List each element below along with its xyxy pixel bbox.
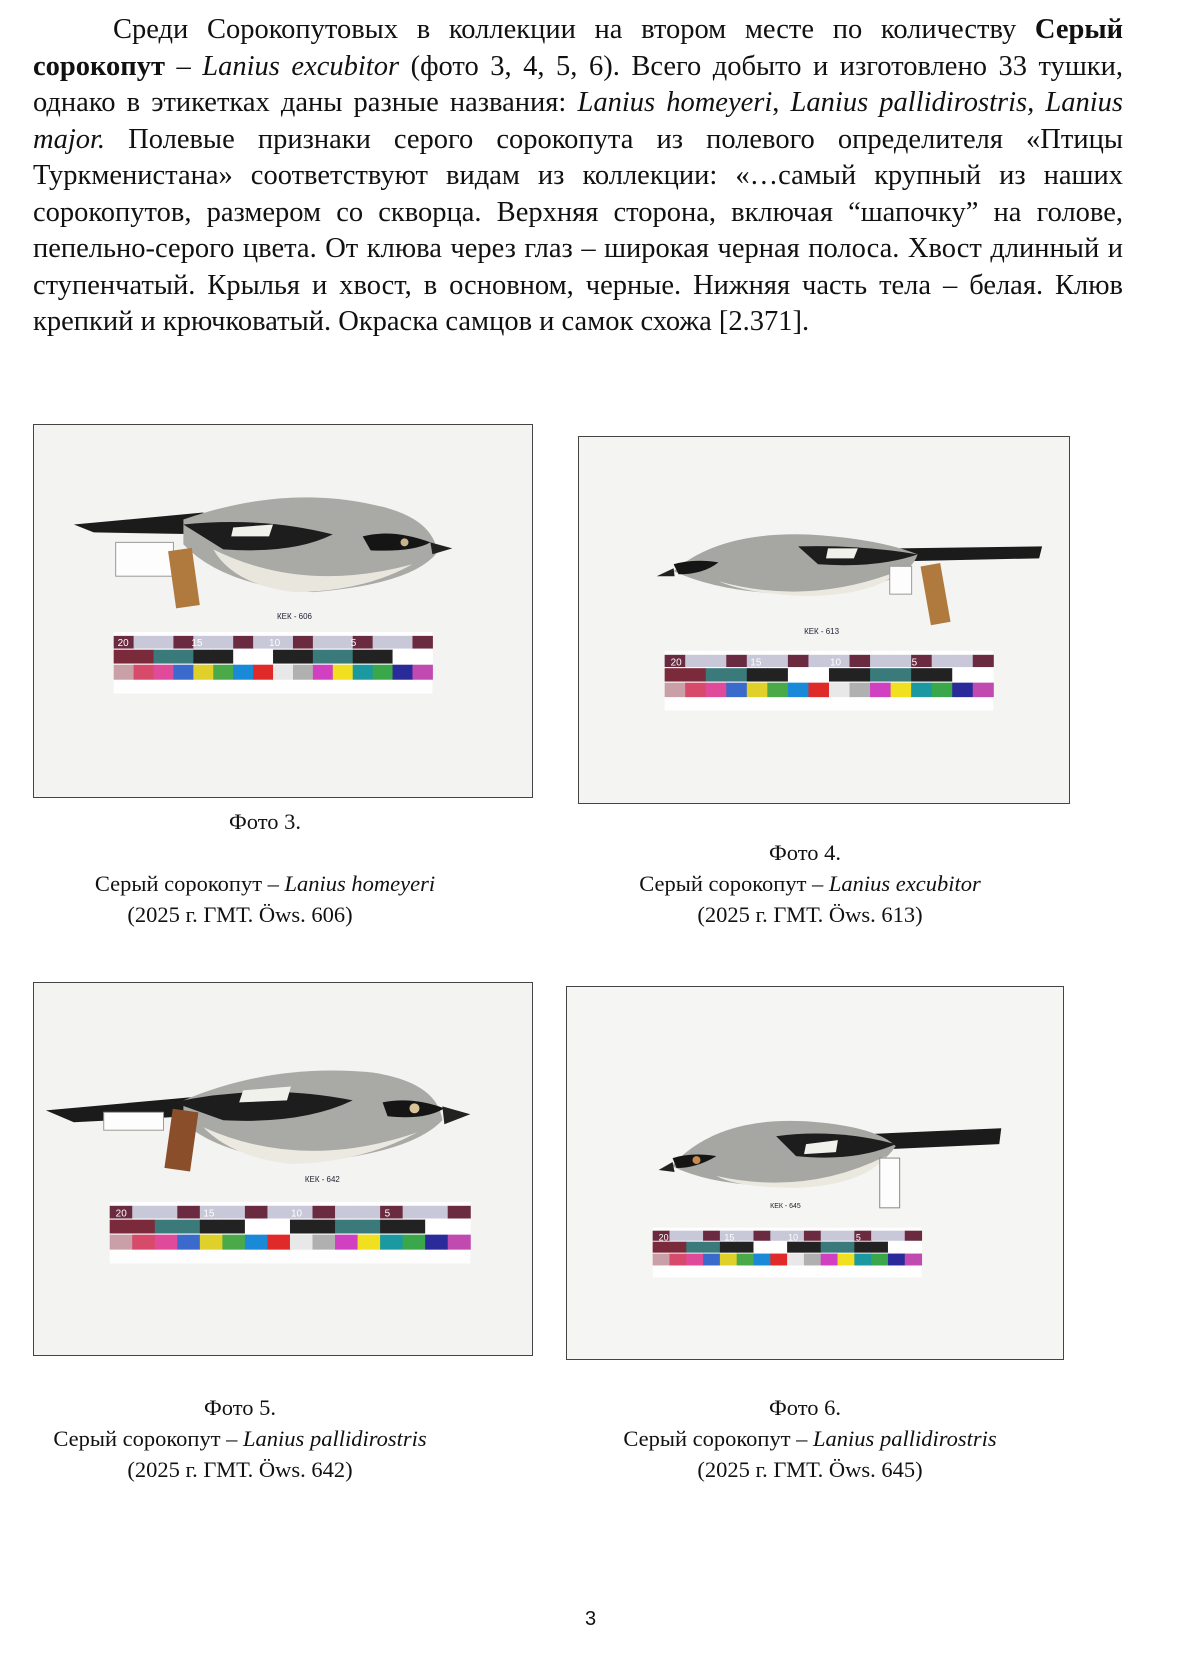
color-chart-swatch [403,1220,426,1234]
scale-number-10: 10 [269,637,281,649]
color-chart-swatch [132,1220,155,1234]
scale-number-15: 15 [191,637,203,649]
color-chart-swatch [905,1254,922,1266]
scale-ruler-segment [213,636,233,649]
color-chart-swatch [353,650,373,664]
color-chart-swatch [891,668,912,681]
caption-photo-6-species [590,1423,1030,1454]
color-chart-swatch [222,1220,245,1234]
scale-ruler-segment [706,655,727,667]
color-chart-swatch [952,683,973,697]
scale-ruler-segment [808,655,829,667]
color-chart-swatch [854,1254,871,1266]
color-chart-swatch [952,668,973,681]
color-chart-swatch [132,1235,155,1250]
scale-number-10: 10 [829,657,842,669]
scale-number-15: 15 [750,657,762,669]
scale-ruler-segment [233,636,253,649]
color-chart-swatch [804,1254,821,1266]
color-chart-swatch [373,650,393,664]
caption-photo-5-species [20,1423,460,1454]
color-chart-swatch [821,1242,838,1253]
paragraph-comma: , [772,87,791,118]
color-chart-swatch [808,683,829,697]
specimen-label: КЕК - 642 [304,1174,340,1184]
color-chart-swatch [200,1220,223,1234]
color-chart-swatch [973,683,994,697]
color-chart-swatch [293,650,313,664]
scale-number-10: 10 [290,1208,303,1220]
color-chart-swatch [155,1220,178,1234]
color-chart-swatch [686,1242,703,1253]
color-chart-swatch [726,668,747,681]
color-chart-swatch [703,1242,720,1253]
color-chart-swatch [222,1235,245,1250]
caption-prefix: Серый сорокопут – [623,1426,814,1451]
paragraph-text-3: Полевые признаки серого сорокопута из полевого определителя «Птицы Туркменистана» соответствуют видам из коллекции: «…самый крупный из наших сорокопутов, размером со скворца. Верхняя сторона, включая “шапочку” на голове, пепельно-серого цвета. От клюва через глаз – широкая черная полоса. Хвост длинный и ступенчатый. Крылья и хвост, в основном, черные. Нижняя часть тела – белая. Клюв крепкий и крючковатый. Окраска самцов и самок схожа [2.371]. [33,123,1123,337]
caption-photo-3-title: Фото 3. [228,809,301,834]
color-chart-swatch [245,1220,268,1234]
color-chart-swatch [177,1235,200,1250]
color-chart-swatch [838,1254,855,1266]
color-chart-swatch [932,683,953,697]
color-chart-swatch [177,1220,200,1234]
color-chart-swatch [173,665,193,680]
color-chart-swatch [448,1235,471,1250]
color-chart-swatch [412,650,432,664]
color-chart-swatch [685,683,706,697]
color-chart-swatch [213,650,233,664]
color-chart-swatch [313,665,333,680]
color-chart-swatch [313,650,333,664]
scale-number-20: 20 [117,637,129,649]
color-chart-swatch [425,1220,448,1234]
scale-ruler-segment [686,1231,703,1241]
color-chart-swatch [905,1242,922,1253]
scale-ruler-segment [313,636,333,649]
color-chart-swatch [891,683,912,697]
color-chart-swatch [911,683,932,697]
caption-prefix: Серый сорокопут – [94,871,285,896]
caption-photo-5-source: (2025 г. ГМТ. Öws. 642) [127,1457,353,1482]
scale-ruler-segment [245,1206,268,1219]
caption-species-latin: Lanius pallidirostris [813,1426,997,1451]
color-chart-swatch [200,1235,223,1250]
caption-species-latin: Lanius excubitor [828,871,981,896]
color-chart-swatch [871,1242,888,1253]
color-chart-swatch [788,683,809,697]
color-chart-swatch [245,1235,268,1250]
scale-number-5: 5 [911,657,918,669]
color-chart-swatch [686,1254,703,1266]
color-chart-swatch [134,650,154,664]
scale-ruler-segment [932,655,953,667]
latin-name-homeyeri: Lanius homeyeri [577,87,773,118]
color-chart-swatch [669,1242,686,1253]
scale-ruler-segment [425,1206,448,1219]
caption-photo-6-source: (2025 г. ГМТ. Öws. 645) [697,1457,923,1482]
photo-4 [578,436,1070,804]
color-chart-swatch [114,650,134,664]
species-name-bold: Серый сорокопут [33,14,1123,82]
scale-ruler-segment [154,636,174,649]
photo-6 [566,986,1064,1360]
scale-ruler-segment [393,636,413,649]
caption-photo-4-species [590,868,1030,899]
caption-photo-3-species [60,868,470,899]
color-chart-swatch [213,665,233,680]
scale-ruler-segment [155,1206,178,1219]
color-chart-swatch [747,668,768,681]
scale-ruler-segment [767,655,788,667]
color-chart-swatch [313,1235,336,1250]
color-chart-swatch [154,665,174,680]
color-chart-swatch [290,1220,313,1234]
color-chart-swatch [233,665,253,680]
color-chart-swatch [703,1254,720,1266]
color-chart-swatch [685,668,706,681]
color-chart-swatch [290,1235,313,1250]
color-chart-swatch [932,668,953,681]
color-chart-swatch [154,650,174,664]
color-chart-swatch [854,1242,871,1253]
scale-ruler-segment [973,655,994,667]
color-chart-swatch [393,665,413,680]
caption-photo-4-source: (2025 г. ГМТ. Öws. 613) [697,902,923,927]
color-chart-swatch [737,1254,754,1266]
color-chart-swatch [267,1220,290,1234]
color-chart-swatch [425,1235,448,1250]
scale-ruler-segment [293,636,313,649]
color-chart-swatch [653,1254,670,1266]
specimen-label: КЕК - 645 [770,1202,801,1210]
paragraph-text-1: Среди Сорокопутовых в коллекции на втором месте по количеству [113,14,1035,45]
color-chart-swatch [767,668,788,681]
specimen-label: КЕК - 606 [277,611,312,621]
color-chart-swatch [665,683,686,697]
photo-3 [33,424,533,798]
color-chart-swatch [829,683,850,697]
bird-specimen-image [579,437,1069,803]
scale-number-20: 20 [658,1232,669,1243]
color-chart-swatch [653,1242,670,1253]
scale-ruler-segment [737,1231,754,1241]
photo-5 [33,982,533,1356]
color-chart-swatch [808,668,829,681]
color-chart-swatch [373,665,393,680]
color-chart-swatch [870,683,891,697]
scale-ruler-segment [267,1206,290,1219]
color-chart-swatch [787,1242,804,1253]
paragraph-dash: – [164,50,203,82]
color-chart-swatch [706,668,727,681]
color-chart-swatch [720,1254,737,1266]
color-chart-swatch [253,650,273,664]
color-chart-swatch [888,1242,905,1253]
caption-prefix: Серый сорокопут – [53,1426,244,1451]
color-chart-swatch [747,683,768,697]
color-chart-swatch [770,1242,787,1253]
caption-species-latin: Lanius pallidirostris [243,1426,427,1451]
scale-number-5: 5 [350,637,357,649]
color-chart-swatch [114,665,134,680]
color-chart-swatch [850,683,871,697]
color-chart-swatch [870,668,891,681]
scale-ruler-segment [448,1206,471,1219]
scale-ruler-segment [838,1231,855,1241]
color-chart-swatch [403,1235,426,1250]
scale-ruler-segment [222,1206,245,1219]
scale-ruler-segment [888,1231,905,1241]
color-chart-swatch [358,1220,381,1234]
bird-specimen-image [34,425,532,797]
color-chart-swatch [353,665,373,680]
scale-ruler-segment [703,1231,720,1241]
caption-photo-6-title: Фото 6. [768,1395,841,1420]
color-chart-swatch [669,1254,686,1266]
scale-ruler-segment [669,1231,686,1241]
scale-number-10: 10 [788,1232,799,1243]
caption-prefix: Серый сорокопут – [639,871,829,896]
color-chart-swatch [788,668,809,681]
color-chart-swatch [380,1235,403,1250]
color-chart-swatch [726,683,747,697]
scale-ruler-segment [850,655,871,667]
page-number: 3 [584,1608,597,1630]
scale-number-5: 5 [384,1208,391,1220]
caption-species-latin: Lanius homeyeri [284,871,436,896]
scale-ruler-segment [788,655,809,667]
color-chart-swatch [110,1220,133,1234]
color-chart-swatch [333,650,353,664]
scale-ruler-segment [685,655,706,667]
scale-number-5: 5 [855,1232,861,1243]
scale-number-15: 15 [203,1208,215,1220]
color-chart-swatch [720,1242,737,1253]
color-chart-swatch [412,665,432,680]
scale-ruler-segment [358,1206,381,1219]
latin-names-pallidirostris-major: Lanius pallidirostris, Lanius major. [33,87,1123,155]
color-chart-swatch [737,1242,754,1253]
color-chart-swatch [804,1242,821,1253]
scale-number-20: 20 [115,1208,127,1220]
scale-ruler-segment [726,655,747,667]
color-chart-swatch [335,1220,358,1234]
color-chart-swatch [838,1242,855,1253]
color-chart-swatch [193,665,213,680]
color-chart-swatch [273,665,293,680]
paragraph-text-2: (фото 3, 4, 5, 6). Всего добыто и изготовлено 33 тушки, однако в этикетках даны разные названия: [33,50,1123,118]
color-chart-swatch [380,1220,403,1234]
scale-ruler-segment [403,1206,426,1219]
color-chart-swatch [267,1235,290,1250]
color-chart-swatch [110,1235,133,1250]
scale-ruler-segment [132,1206,155,1219]
scale-ruler-segment [952,655,973,667]
color-chart-swatch [253,665,273,680]
body-paragraph [33,12,1123,341]
color-chart-swatch [888,1254,905,1266]
caption-photo-3-source: (2025 г. ГМТ. Öws. 606) [127,902,353,927]
color-chart-swatch [293,665,313,680]
color-chart-swatch [134,665,154,680]
color-chart-swatch [871,1254,888,1266]
scale-ruler-segment [412,636,432,649]
scale-ruler-segment [871,1231,888,1241]
scale-ruler-segment [804,1231,821,1241]
caption-photo-4-title: Фото 4. [768,840,841,865]
scale-ruler-segment [753,1231,770,1241]
color-chart-swatch [850,668,871,681]
scale-ruler-segment [905,1231,922,1241]
color-chart-swatch [448,1220,471,1234]
color-chart-swatch [821,1254,838,1266]
scale-ruler-segment [380,1206,403,1219]
color-chart-swatch [787,1254,804,1266]
scale-number-20: 20 [670,657,682,669]
scale-ruler-segment [373,636,393,649]
scale-ruler-segment [770,1231,787,1241]
specimen-label: КЕК - 613 [804,626,840,636]
scale-ruler-segment [177,1206,200,1219]
scale-ruler-segment [313,1206,336,1219]
scale-ruler-segment [891,655,912,667]
color-chart-swatch [333,665,353,680]
color-chart-swatch [770,1254,787,1266]
color-chart-swatch [155,1235,178,1250]
color-chart-swatch [665,668,686,681]
color-chart-swatch [233,650,253,664]
bird-specimen-image [567,987,1063,1359]
bird-specimen-image [34,983,532,1355]
scale-ruler-segment [870,655,891,667]
color-chart-swatch [973,668,994,681]
color-chart-swatch [193,650,213,664]
color-chart-swatch [393,650,413,664]
color-chart-swatch [706,683,727,697]
color-chart-swatch [335,1235,358,1250]
color-chart-swatch [829,668,850,681]
scale-number-15: 15 [724,1232,735,1243]
latin-name-excubitor: Lanius excubitor [202,50,400,82]
scale-ruler-segment [821,1231,838,1241]
caption-photo-5-title: Фото 5. [203,1395,276,1420]
color-chart-swatch [313,1220,336,1234]
color-chart-swatch [358,1235,381,1250]
scale-ruler-segment [134,636,154,649]
color-chart-swatch [173,650,193,664]
color-chart-swatch [273,650,293,664]
color-chart-swatch [767,683,788,697]
scale-ruler-segment [335,1206,358,1219]
color-chart-swatch [911,668,932,681]
color-chart-swatch [753,1254,770,1266]
color-chart-swatch [753,1242,770,1253]
